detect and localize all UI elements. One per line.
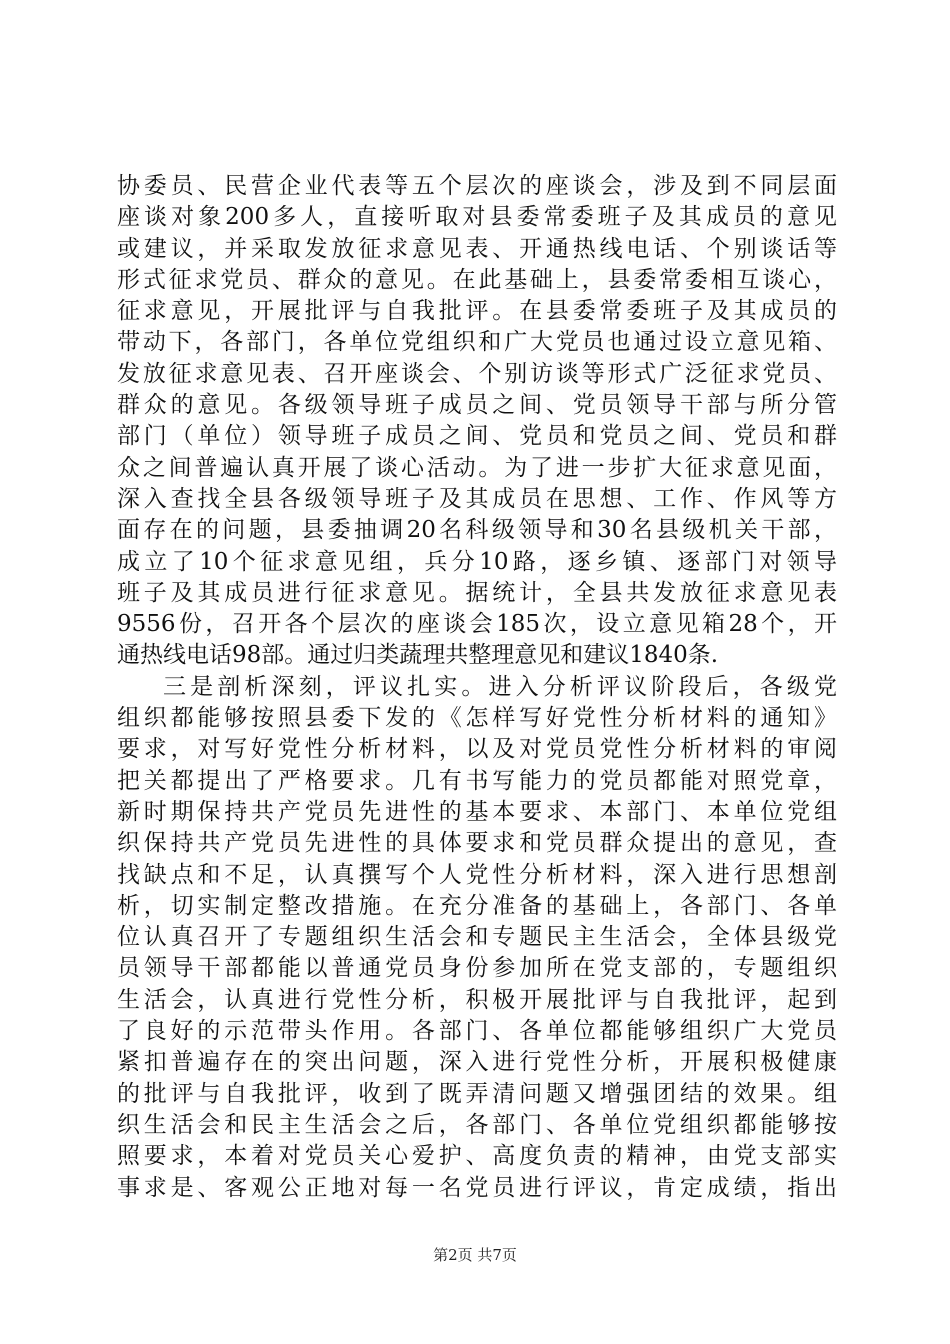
- paragraph: [117, 672, 837, 1204]
- text-line: 座谈对象200多人，直接听取对县委常委班子及其成员的意见: [117, 204, 837, 231]
- text-line: 事求是、客观公正地对每一名党员进行评议，肯定成绩，指出: [117, 1174, 837, 1201]
- text-line: 群众的意见。各级领导班子成员之间、党员领导干部与所分管: [117, 392, 837, 419]
- page-footer: 第2页 共7页: [433, 1246, 517, 1264]
- text-line: 协委员、民营企业代表等五个层次的座谈会，涉及到不同层面: [117, 173, 837, 199]
- text-line: 位认真召开了专题组织生活会和专题民主生活会，全体县级党: [117, 924, 837, 951]
- text-line: 织生活会和民主生活会之后，各部门、各单位党组织都能够按: [117, 1111, 837, 1138]
- text-line: 把关都提出了严格要求。几有书写能力的党员都能对照党章，: [117, 767, 837, 794]
- document-body: [117, 171, 837, 1204]
- text-line: 发放征求意见表、召开座谈会、个别访谈等形式广泛征求党员、: [117, 360, 837, 387]
- text-line: 的批评与自我批评，收到了既弄清问题又增强团结的效果。组: [117, 1080, 837, 1107]
- paragraph: [117, 171, 837, 672]
- text-line: 三是剖析深刻，评议扎实。进入分析评议阶段后，各级党: [163, 673, 837, 700]
- text-line: 找缺点和不足，认真撰写个人党性分析材料，深入进行思想剖: [117, 861, 837, 888]
- text-line: 照要求，本着对党员关心爱护、高度负责的精神，由党支部实: [117, 1143, 837, 1170]
- text-line: 员领导干部都能以普通党员身份参加所在党支部的，专题组织: [117, 955, 837, 982]
- text-line: 要求，对写好党性分析材料，以及对党员党性分析材料的审阅: [117, 736, 837, 763]
- text-line: 征求意见，开展批评与自我批评。在县委常委班子及其成员的: [117, 298, 837, 325]
- text-line: 析，切实制定整改措施。在充分准备的基础上，各部门、各单: [117, 892, 837, 919]
- text-line: 众之间普遍认真开展了谈心活动。为了进一步扩大征求意见面，: [117, 454, 837, 481]
- text-line: 组织都能够按照县委下发的《怎样写好党性分析材料的通知》: [117, 705, 837, 732]
- text-line: 织保持共产党员先进性的具体要求和党员群众提出的意见，查: [117, 830, 837, 857]
- text-line: 通热线电话98部。通过归类蔬理共整理意见和建议1840条.: [117, 642, 719, 669]
- text-line: 形式征求党员、群众的意见。在此基础上，县委常委相互谈心，: [117, 266, 837, 293]
- text-line: 带动下，各部门，各单位党组织和广大党员也通过设立意见箱、: [117, 329, 837, 356]
- text-line: 班子及其成员进行征求意见。据统计，全县共发放征求意见表: [117, 579, 837, 606]
- text-line: 或建议，并采取发放征求意见表、开通热线电话、个别谈话等: [117, 235, 837, 262]
- text-line: 紧扣普遍存在的突出问题，深入进行党性分析，开展积极健康: [117, 1049, 837, 1076]
- text-line: 9556份，召开各个层次的座谈会185次，设立意见箱28个，开: [117, 611, 837, 638]
- text-line: 部门（单位）领导班子成员之间、党员和党员之间、党员和群: [117, 423, 837, 450]
- text-line: 面存在的问题，县委抽调20名科级领导和30名县级机关干部，: [117, 517, 837, 544]
- text-line: 成立了10个征求意见组，兵分10路，逐乡镇、逐部门对领导: [117, 548, 837, 575]
- text-line: 深入查找全县各级领导班子及其成员在思想、工作、作风等方: [117, 485, 837, 512]
- text-line: 生活会，认真进行党性分析，积极开展批评与自我批评，起到: [117, 986, 837, 1013]
- text-line: 新时期保持共产党员先进性的基本要求、本部门、本单位党组: [117, 798, 837, 825]
- text-line: 了良好的示范带头作用。各部门、各单位都能够组织广大党员: [117, 1018, 837, 1045]
